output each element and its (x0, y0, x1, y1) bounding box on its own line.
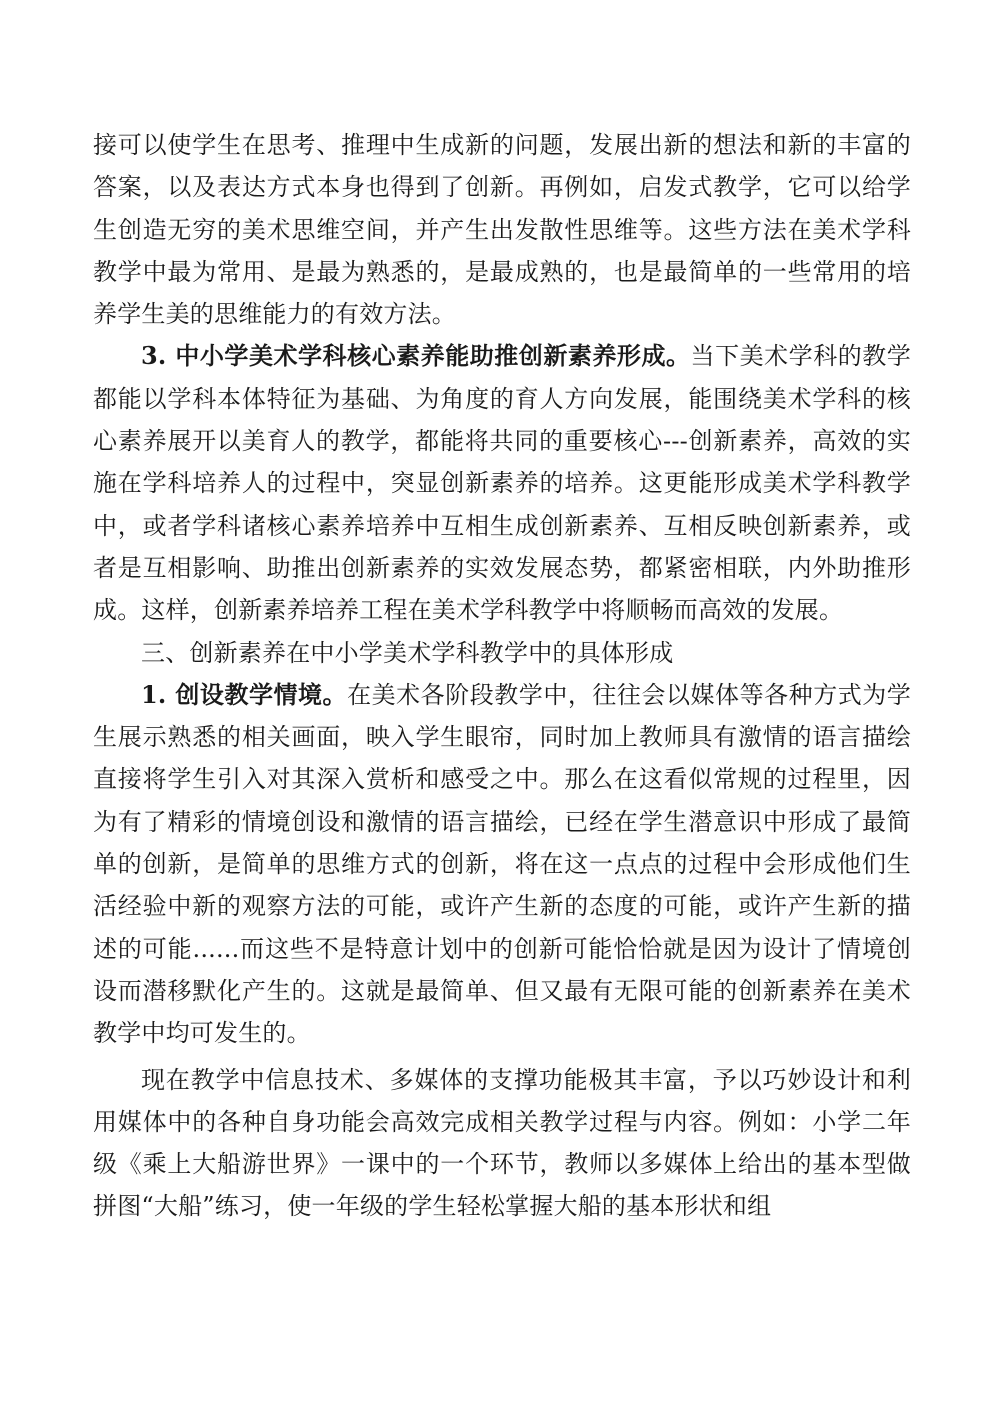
paragraph-text: 接可以使学生在思考、推理中生成新的问题，发展出新的想法和新的丰富的答案，以及表达方式本身也得到了创新。再例如，启发式教学，它可以给学生创造无穷的美术思维空间，并产生出发散性思维等。这些方法在美术学科教学中最为常用、是最为熟悉的，是最成熟的，也是最简单的一些常用的培养学生美的思维能力的有效方法。 (93, 131, 911, 329)
paragraph-continuation (93, 124, 911, 335)
document-body (93, 124, 911, 1228)
paragraph-text: 在美术各阶段教学中，往往会以媒体等各种方式为学生展示熟悉的相关画面，映入学生眼帘，同时加上教师具有激情的语言描绘直接将学生引入对其深入赏析和感受之中。那么在这看似常规的过程里，因为有了精彩的情境创设和激情的语言描绘，已经在学生潜意识中形成了最简单的创新，是简单的思维方式的创新，将在这一点点的过程中会形成他们生活经验中新的观察方法的可能，或许产生新的态度的可能，或许产生新的描述的可能......而这些不是特意计划中的创新可能恰恰就是因为设计了情境创设而潜移默化产生的。这就是最简单、但又最有无限可能的创新素养在美术教学中均可发生的。 (93, 680, 911, 1048)
section-heading-text: 三、创新素养在中小学美术学科教学中的具体形成 (141, 638, 674, 667)
paragraph-core-literacy (93, 335, 911, 631)
paragraph-lead-heading: 3. 中小学美术学科核心素养能助推创新素养形成。 (141, 341, 691, 371)
paragraph-text: 当下美术学科的教学都能以学科本体特征为基础、为角度的育人方向发展，能围绕美术学科的核心素养展开以美育人的教学，都能将共同的重要核心---创新素养，高效的实施在学科培养人的过程中，突显创新素养的培养。这更能形成美术学科教学中，或者学科诸核心素养培养中互相生成创新素养、互相反映创新素养，或者是互相影响、助推出创新素养的实效发展态势，都紧密相联，内外助推形成。这样，创新素养培养工程在美术学科教学中将顺畅而高效的发展。 (93, 342, 911, 625)
paragraph-multimedia (93, 1059, 911, 1228)
section-heading (93, 632, 911, 674)
paragraph-text: 现在教学中信息技术、多媒体的支撑功能极其丰富，予以巧妙设计和利用媒体中的各种自身功能会高效完成相关教学过程与内容。例如：小学二年级《乘上大船游世界》一课中的一个环节，教师以多媒体上给出的基本型做拼图“大船”练习，使一年级的学生轻松掌握大船的基本形状和组 (93, 1065, 911, 1221)
paragraph-teaching-context (93, 674, 911, 1055)
paragraph-lead-heading: 1. 创设教学情境。 (141, 679, 348, 709)
